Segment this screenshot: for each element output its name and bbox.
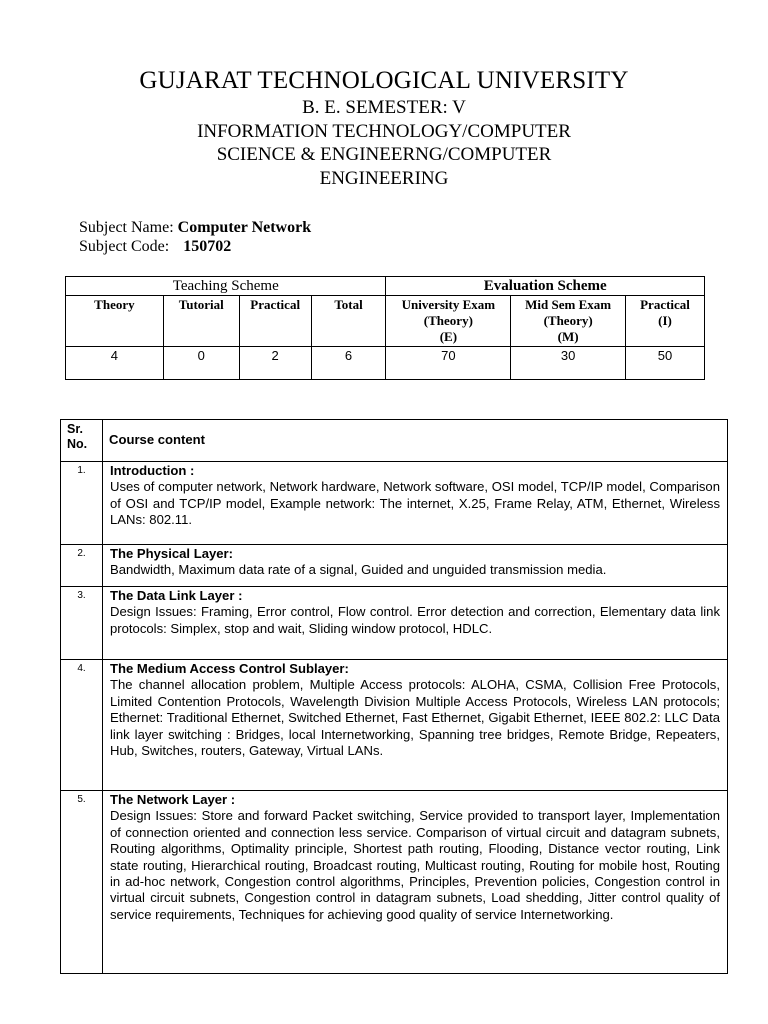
- topic-description: The channel allocation problem, Multiple Access protocols: ALOHA, CSMA, Collision Free Protocols, Limited Contention Protocols, Wavelength Division Multiple Access Protocols, Wireless LAN protocols; Ethernet: Traditional Ethernet, Switched Ethernet, Fast Ethernet, Gigabit Ethernet, IEEE 802.2: LLC Data link layer switching : Bridges, local Internetworking, Spanning tree bridges, Remote Bridge, Repeaters, Hub, Switches, routers, Gateway, Virtual LANs.: [110, 677, 720, 759]
- col-theory: Theory: [66, 296, 164, 347]
- table-row: [61, 587, 728, 660]
- value-practical-eval: 50: [626, 347, 705, 380]
- topic-description: Design Issues: Framing, Error control, Flow control. Error detection and correction, Elementary data link protocols: Simplex, stop and wait, Sliding window protocol, HDLC.: [110, 604, 720, 636]
- col-tutorial: Tutorial: [163, 296, 239, 347]
- col-prac-line-1: Practical: [640, 297, 690, 312]
- subject-info: [79, 218, 311, 256]
- col-prac-line-2: (I): [658, 313, 672, 328]
- value-tutorial: 0: [163, 347, 239, 380]
- value-mid-sem-exam: 30: [511, 347, 626, 380]
- topic-description: Bandwidth, Maximum data rate of a signal, Guided and unguided transmission media.: [110, 562, 607, 578]
- topic-description: Design Issues: Store and forward Packet switching, Service provided to transport layer, Implementation of connection oriented and connection less service. Comparison of virtual circuit and datagram subnets, Routing algorithms, Optimality principle, Shortest path routing, Flooding, Distance vector routing, Link state routing, Hierarchical routing, Broadcast routing, Multicast routing, Routing for mobile host, Routing in ad-hoc network, Congestion control algorithms, Principles, Prevention policies, Congestion control in virtual circuit subnets, Congestion control in datagram subnets, Load shedding, Jitter control quality of service requirements, Techniques for achieving good quality of service Internetworking.: [110, 808, 720, 922]
- value-total: 6: [311, 347, 386, 380]
- subject-code-label: Subject Code:: [79, 238, 170, 255]
- semester-line: B. E. SEMESTER: V: [302, 97, 466, 118]
- table-row: [61, 791, 728, 974]
- col-mid-line-2: (Theory): [543, 313, 593, 328]
- table-row: [61, 545, 728, 587]
- row-sr-no: 4.: [61, 660, 103, 791]
- header-course-content: Course content: [103, 420, 728, 462]
- subject-code-line: [79, 237, 311, 256]
- col-university-exam: [386, 296, 511, 347]
- document-header: [0, 66, 768, 190]
- table-row: [61, 462, 728, 545]
- subject-name-label: Subject Name:: [79, 219, 174, 236]
- topic-title: Introduction :: [110, 463, 195, 478]
- col-mid-sem-exam: [511, 296, 626, 347]
- row-content: [103, 587, 728, 660]
- subject-name-line: [79, 218, 311, 237]
- value-university-exam: 70: [386, 347, 511, 380]
- row-sr-no: 3.: [61, 587, 103, 660]
- col-mid-line-1: Mid Sem Exam: [525, 297, 612, 312]
- subject-name-value: Computer Network: [177, 219, 312, 236]
- course-content-table: [60, 419, 728, 974]
- row-content: [103, 660, 728, 791]
- row-sr-no: 2.: [61, 545, 103, 587]
- teaching-scheme-header: Teaching Scheme: [66, 277, 386, 296]
- topic-title: The Medium Access Control Sublayer:: [110, 661, 349, 676]
- branch-line-3: ENGINEERING: [319, 167, 449, 189]
- col-univ-line-3: (E): [439, 329, 458, 344]
- row-content: [103, 545, 728, 587]
- value-practical: 2: [239, 347, 311, 380]
- topic-description: Uses of computer network, Network hardware, Network software, OSI model, TCP/IP model, Comparison of OSI and TCP/IP model, Example network: The internet, X.25, Frame Relay, ATM, Ethernet, Wireless LANs: 802.11.: [110, 479, 720, 528]
- col-mid-line-3: (M): [557, 329, 579, 344]
- col-total: Total: [311, 296, 386, 347]
- col-practical: Practical: [239, 296, 311, 347]
- topic-title: The Network Layer :: [110, 792, 236, 807]
- header-sr-no: Sr. No.: [61, 420, 103, 462]
- topic-title: The Physical Layer:: [110, 546, 233, 561]
- row-sr-no: 5.: [61, 791, 103, 974]
- evaluation-scheme-header: Evaluation Scheme: [386, 277, 705, 296]
- table-row: [61, 660, 728, 791]
- col-univ-line-1: University Exam: [401, 297, 496, 312]
- university-title: GUJARAT TECHNOLOGICAL UNIVERSITY: [139, 67, 629, 94]
- branch-line-2: SCIENCE & ENGINEERNG/COMPUTER: [216, 144, 552, 165]
- row-sr-no: 1.: [61, 462, 103, 545]
- col-univ-line-2: (Theory): [423, 313, 473, 328]
- topic-title: The Data Link Layer :: [110, 588, 243, 603]
- subject-code-value: 150702: [183, 238, 232, 255]
- branch-line-1: INFORMATION TECHNOLOGY/COMPUTER: [197, 120, 571, 142]
- row-content: [103, 462, 728, 545]
- row-content: [103, 791, 728, 974]
- scheme-table: [65, 276, 705, 380]
- value-theory: 4: [66, 347, 164, 380]
- col-practical-eval: [626, 296, 705, 347]
